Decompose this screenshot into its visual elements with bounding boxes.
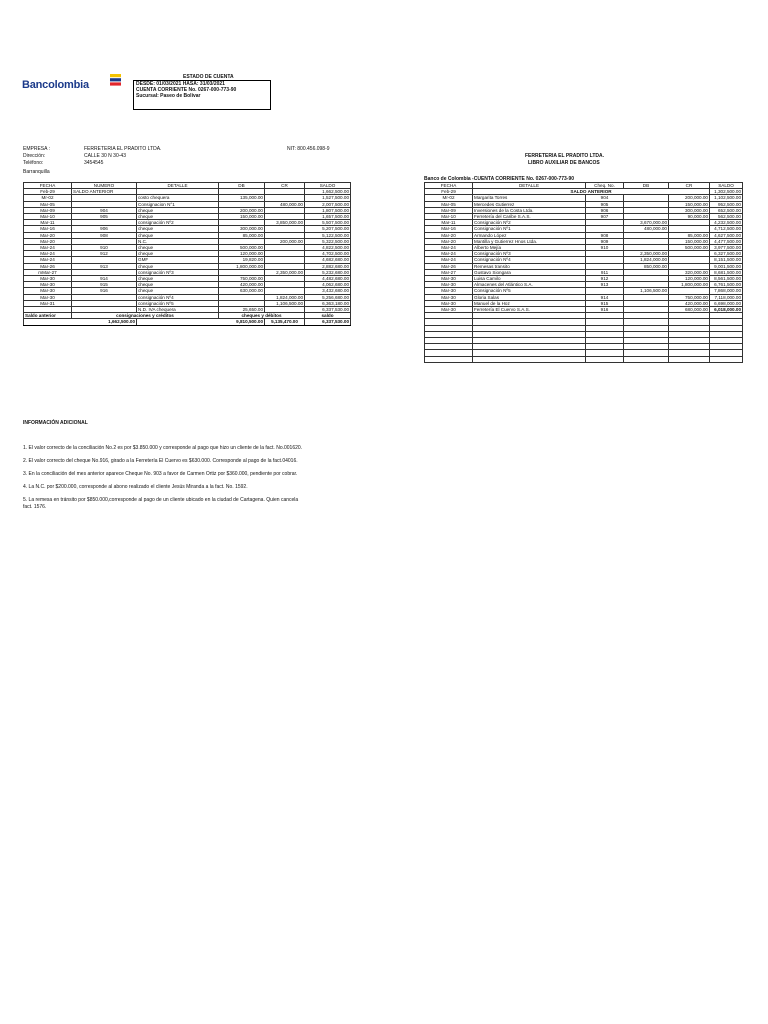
db-cell: 1,824,000.00	[624, 257, 669, 263]
detalle-cell: GMF	[137, 257, 219, 263]
fecha-cell: Mar-09	[425, 207, 473, 213]
summary-label: cheques y débitos	[219, 313, 305, 319]
fecha-cell: Mar-30	[24, 294, 72, 300]
detalle-cell: cheque	[137, 207, 219, 213]
summary-value: 1,662,500.00	[24, 319, 137, 325]
fecha-cell: Mar-24	[24, 251, 72, 257]
detalle-cell: Consignación Nº2	[473, 220, 586, 226]
saldo-cell: 4,477,500.00	[710, 238, 743, 244]
db-cell: 500,000.00	[219, 245, 265, 251]
detalle-cell: Ferretería del Caribe S.A.S.	[473, 214, 586, 220]
db-cell: 300,000.00	[219, 226, 265, 232]
numero-cell: 913	[72, 263, 137, 269]
cr-cell: 500,000.00	[669, 245, 710, 251]
detalle-cell: Consignación Nº5	[473, 288, 586, 294]
fecha-cell: Feb-29	[425, 189, 473, 195]
db-cell: 135,000.00	[219, 195, 265, 201]
saldo-cell: 1,807,500.00	[305, 207, 351, 213]
detalle-cell: consignación Nº5	[137, 300, 219, 306]
numero-cell: 916	[72, 288, 137, 294]
fecha-cell: Mar-20	[425, 238, 473, 244]
db-cell: 630,000.00	[219, 288, 265, 294]
saldo-cell: 562,500.00	[710, 214, 743, 220]
cr-cell: 200,000.00	[669, 195, 710, 201]
saldo-cell: 1,657,500.00	[305, 214, 351, 220]
saldo-cell: 2,882,680.00	[305, 263, 351, 269]
saldo-cell: 1,102,500.00	[710, 195, 743, 201]
fecha-cell: Mr-02	[425, 195, 473, 201]
detalle-cell: consignación Nº2	[137, 220, 219, 226]
column-header: SALDO	[305, 183, 351, 189]
db-cell: 85,000.00	[219, 232, 265, 238]
fecha-cell: Mar-30	[24, 288, 72, 294]
note-item: 3. En la conciliación del mes anterior aparece Cheque No. 903 a favor de Carmen Ortiz por $360.000, pendiente por cobrar.	[23, 471, 298, 477]
cr-cell: 1,106,500.00	[265, 300, 305, 306]
book-account: Banco de Colombia -CUENTA CORRIENTE No. 0267-000-773-90	[424, 176, 575, 182]
fecha-cell: Mar-16	[425, 226, 473, 232]
fecha-cell: Mar-09	[24, 207, 72, 213]
detalle-cell: Mercedes Gutierrez	[473, 201, 586, 207]
saldo-cell: 6,363,180.00	[305, 300, 351, 306]
cr-cell: 480,000.00	[265, 201, 305, 207]
saldo-cell: 3,977,500.00	[710, 245, 743, 251]
note-item: 4. La N.C. por $200.000, corresponde al abono realizado el cliente Jesús Miranda a la fact. No. 1592.	[23, 484, 248, 490]
cheque-number-cell: 912	[586, 276, 624, 282]
additional-info	[23, 420, 723, 511]
detalle-cell: Manuel de la Hoz	[473, 300, 586, 306]
fecha-cell: Mar-30	[24, 282, 72, 288]
saldo-cell: 6,018,000.00	[710, 307, 743, 313]
detalle-cell: Gloria Salas	[473, 294, 586, 300]
db-cell: 850,000.00	[624, 263, 669, 269]
cheque-number-cell: 908	[586, 232, 624, 238]
fecha-cell: Mar-30	[425, 307, 473, 313]
cr-cell: 1,800,000.00	[669, 282, 710, 288]
fecha-cell: Mar-26	[425, 263, 473, 269]
fecha-cell: Mar-10	[24, 214, 72, 220]
statement-account: CUENTA CORRIENTE No. 0267-000-773-90	[136, 87, 237, 93]
note-item: 2. El valor correcto del cheque No.916, girado a la Ferretería El Cuervo es $630.000. Corresponde al pago de la fact.04016.	[23, 458, 298, 464]
db-cell: 1,800,000.00	[219, 263, 265, 269]
cr-cell: 120,000.00	[669, 276, 710, 282]
saldo-cell: 6,698,000.00	[710, 300, 743, 306]
empty-cell	[624, 356, 669, 362]
saldo-cell: 4,627,500.00	[710, 232, 743, 238]
detalle-cell: Mantilla y Gutierrez Hnos Ltda.	[473, 238, 586, 244]
detalle-cell: Armando López	[473, 232, 586, 238]
column-header: DB	[624, 183, 669, 189]
saldo-cell: 8,561,500.00	[710, 276, 743, 282]
fecha-cell: Mar-30	[425, 276, 473, 282]
saldo-cell: 4,682,680.00	[305, 257, 351, 263]
statement-branch: Sucursal: Paseo de Bolívar	[136, 93, 201, 99]
cheque-number-cell: 914	[586, 294, 624, 300]
saldo-cell: 8,681,500.00	[710, 269, 743, 275]
saldo-cell: 5,507,500.00	[305, 220, 351, 226]
numero-cell: 908	[72, 232, 137, 238]
fecha-cell: Mar-30	[425, 294, 473, 300]
cr-cell: 320,000.00	[669, 269, 710, 275]
db-cell: 480,000.00	[624, 226, 669, 232]
note-item: fact. 1576.	[23, 504, 47, 510]
cheque-number-cell: 910	[586, 245, 624, 251]
summary-value: 9,810,500.00	[137, 319, 265, 325]
empty-cell	[425, 356, 473, 362]
bancolombia-logo	[22, 74, 102, 92]
nit: NIT: 800.456.098-9	[287, 146, 330, 152]
detalle-cell: cheque	[137, 282, 219, 288]
detalle-cell: cheque	[137, 276, 219, 282]
direccion-value: CALLE 30 N 30-43	[84, 153, 126, 159]
column-header: DB	[219, 183, 265, 189]
cheque-number-cell: 913	[586, 282, 624, 288]
saldo-cell: 8,151,500.00	[710, 257, 743, 263]
saldo-cell: 5,232,680.00	[305, 269, 351, 275]
empresa-label: EMPRESA :	[23, 146, 50, 152]
numero-cell: 912	[72, 251, 137, 257]
db-cell: 120,000.00	[219, 251, 265, 257]
cheque-number-cell: 904	[586, 195, 624, 201]
detalle-cell: N.D. IVA chequera	[137, 307, 219, 313]
cr-cell: 3,850,000.00	[265, 220, 305, 226]
saldo-cell: 652,500.00	[710, 207, 743, 213]
column-header: DETALLE	[137, 183, 219, 189]
saldo-cell: 4,822,500.00	[305, 245, 351, 251]
note-item: 5. La remesa en tránsito por $850.000,corresponde al pago de un cliente ubicado en la ciudad de Cartagena. Quien cancela	[23, 497, 299, 503]
bank-statement-table	[23, 182, 351, 326]
saldo-cell: 5,207,500.00	[305, 226, 351, 232]
db-cell: 1,106,500.00	[624, 288, 669, 294]
fecha-cell: Feb-29	[24, 189, 72, 195]
detalle-cell: Inversiones de la Costa Ltda.	[473, 207, 586, 213]
fecha-cell: Mr-02	[24, 195, 72, 201]
detalle-cell: Ferretería El Cuervo S.A.S.	[473, 307, 586, 313]
saldo-cell: 1,302,500.00	[710, 189, 743, 195]
saldo-cell: 1,527,500.00	[305, 195, 351, 201]
fecha-cell: Mar-31	[24, 300, 72, 306]
cr-cell: 85,000.00	[669, 232, 710, 238]
cheque-number-cell: 916	[586, 307, 624, 313]
detalle-cell: consignación Nº4	[137, 294, 219, 300]
numero-cell: 910	[72, 245, 137, 251]
fecha-cell: Mar-16	[24, 226, 72, 232]
cheque-number-cell: 909	[586, 238, 624, 244]
db-cell: 750,000.00	[219, 276, 265, 282]
statement-period: DESDE: 01/03/2021 HASA: 31/03/2021	[136, 81, 225, 87]
summary-value: 6,337,530.00	[305, 319, 351, 325]
statement-header-box	[133, 80, 271, 110]
numero-cell: SALDO ANTERIOR	[72, 189, 137, 195]
detalle-cell: cheque	[137, 226, 219, 232]
saldo-cell: 5,322,500.00	[305, 238, 351, 244]
column-header: SALDO	[710, 183, 743, 189]
fecha-cell: Mar-11	[425, 220, 473, 226]
detalle-cell: cheque	[137, 251, 219, 257]
bancolombia-mark-icon	[110, 74, 121, 86]
blank-row	[425, 356, 743, 362]
cr-cell: 680,000.00	[669, 307, 710, 313]
detalle-cell: Consignación Nº3	[473, 251, 586, 257]
detalle-cell: costo chequera	[137, 195, 219, 201]
saldo-cell: 3,432,680.00	[305, 288, 351, 294]
cr-cell: 200,000.00	[265, 238, 305, 244]
column-header: CR	[669, 183, 710, 189]
detalle-cell: consignación Nº3	[137, 269, 219, 275]
saldo-cell: 4,712,500.00	[710, 226, 743, 232]
telefono-value: 3454545	[84, 160, 104, 166]
summary-label: Saldo anterior	[24, 313, 72, 319]
column-header: FECHA	[425, 183, 473, 189]
detalle-cell: Almacenes del Atlántico S.A.	[473, 282, 586, 288]
fecha-cell: Mar-24	[24, 245, 72, 251]
bank-book-table	[424, 182, 743, 363]
right-company-name: FERRETERIA EL PRADITO LTDA.	[525, 153, 604, 159]
cheque-number-cell: 915	[586, 300, 624, 306]
fecha-cell: Mar-24	[425, 251, 473, 257]
saldo-cell: 4,232,500.00	[710, 220, 743, 226]
empty-cell	[710, 356, 743, 362]
empresa-value: FERRETERIA EL PRADITO LTDA.	[84, 146, 162, 152]
summary-value-row	[24, 319, 351, 325]
saldo-cell: 7,118,000.00	[710, 294, 743, 300]
book-title: LIBRO AUXILIAR DE BANCOS	[528, 160, 600, 166]
detalle-cell: cheque	[137, 263, 219, 269]
cr-cell: 300,000.00	[669, 207, 710, 213]
fecha-cell: Mar-24	[24, 257, 72, 263]
numero-cell: 906	[72, 226, 137, 232]
notes-title: INFORMACIÓN ADICIONAL	[23, 420, 88, 426]
detalle-cell: Luisa Camilo	[473, 276, 586, 282]
numero-cell: 914	[72, 276, 137, 282]
fecha-cell: Mar-30	[425, 300, 473, 306]
statement-title: ESTADO DE CUENTA	[183, 74, 234, 80]
cheque-number-cell: 907	[586, 214, 624, 220]
detalle-cell: cheque	[137, 245, 219, 251]
column-header: NUMERO	[72, 183, 137, 189]
detalle-cell: cheque	[137, 214, 219, 220]
cr-cell: 420,000.00	[669, 300, 710, 306]
detalle-cell: Gustavo Siongara	[473, 269, 586, 275]
saldo-cell: 1,662,500.00	[305, 189, 351, 195]
saldo-cell: 5,122,500.00	[305, 232, 351, 238]
saldo-cell: 6,761,500.00	[710, 282, 743, 288]
db-cell: 200,000.00	[219, 207, 265, 213]
summary-label: saldo	[305, 313, 351, 319]
db-cell: 25,650.00	[219, 307, 265, 313]
saldo-cell: 5,256,680.00	[305, 294, 351, 300]
fecha-cell: Mar-24	[425, 245, 473, 251]
column-header: FECHA	[24, 183, 72, 189]
cheque-number-cell: 906	[586, 207, 624, 213]
saldo-cell: 2,007,500.00	[305, 201, 351, 207]
db-cell: 150,000.00	[219, 214, 265, 220]
fecha-cell: Mar-30	[24, 276, 72, 282]
saldo-cell: 9,001,500.00	[710, 263, 743, 269]
summary-label: consignaciones y créditos	[72, 313, 219, 319]
summary-value: 5,135,470.00	[265, 319, 305, 325]
fecha-cell: Mar-26	[24, 263, 72, 269]
fecha-cell: Mar-30	[425, 282, 473, 288]
db-cell: 2,350,000.00	[624, 251, 669, 257]
saldo-cell: 6,337,530.00	[305, 307, 351, 313]
detalle-cell: Alberto Mejía	[473, 245, 586, 251]
direccion-label: Dirección:	[23, 153, 46, 159]
column-header: CR	[265, 183, 305, 189]
detalle-cell: Consignación Nº1	[473, 226, 586, 232]
saldo-anterior-label: SALDO ANTERIOR	[473, 189, 710, 195]
detalle-cell: Consignación Nº4	[473, 257, 586, 263]
saldo-cell: 4,482,680.00	[305, 276, 351, 282]
db-cell: 19,820.00	[219, 257, 265, 263]
brand-name: Bancolombia	[22, 79, 89, 91]
saldo-cell: 7,868,000.00	[710, 288, 743, 294]
numero-cell: 915	[72, 282, 137, 288]
cheque-number-cell: 911	[586, 269, 624, 275]
detalle-cell: cheque	[137, 232, 219, 238]
db-cell: 3,670,000.00	[624, 220, 669, 226]
cr-cell: 2,350,000.00	[265, 269, 305, 275]
fecha-cell: Mar-27	[425, 269, 473, 275]
detalle-cell: N.C.	[137, 238, 219, 244]
fecha-cell: Mar-05	[425, 201, 473, 207]
fecha-cell: Mar-10	[425, 214, 473, 220]
note-item: 1. El valor correcto de la conciliación No.2 es por $3.850.000 y corresponde al pago que hizo un cliente de la fact. No.001620.	[23, 445, 303, 451]
city: Barranquilla	[23, 169, 50, 175]
cheque-number-cell: 905	[586, 201, 624, 207]
saldo-cell: 4,062,680.00	[305, 282, 351, 288]
column-header: Cheq. No.	[586, 183, 624, 189]
empty-cell	[473, 356, 586, 362]
fecha-cell: Mar-11	[24, 220, 72, 226]
fecha-cell: Mar-20	[24, 238, 72, 244]
cr-cell: 150,000.00	[669, 238, 710, 244]
detalle-cell: Margarita Torres	[473, 195, 586, 201]
db-cell: 420,000.00	[219, 282, 265, 288]
cr-cell: 750,000.00	[669, 294, 710, 300]
cr-cell: 90,000.00	[669, 214, 710, 220]
fecha-cell: Mar-20	[425, 232, 473, 238]
column-header: DETALLE	[473, 183, 586, 189]
fecha-cell: mMar-27	[24, 269, 72, 275]
numero-cell: 905	[72, 214, 137, 220]
fecha-cell: Mar-20	[24, 232, 72, 238]
fecha-cell: Mar-05	[24, 201, 72, 207]
saldo-cell: 4,702,500.00	[305, 251, 351, 257]
fecha-cell: Mar-24	[425, 257, 473, 263]
fecha-cell: Mar-30	[425, 288, 473, 294]
detalle-cell: Remesas transito	[473, 263, 586, 269]
empty-cell	[586, 356, 624, 362]
telefono-label: Teléfono:	[23, 160, 44, 166]
detalle-cell: cheque	[137, 288, 219, 294]
cr-cell: 1,824,000.00	[265, 294, 305, 300]
saldo-cell: 952,500.00	[710, 201, 743, 207]
empty-cell	[669, 356, 710, 362]
detalle-cell: Consignacion N°1	[137, 201, 219, 207]
numero-cell: 904	[72, 207, 137, 213]
saldo-cell: 6,327,500.00	[710, 251, 743, 257]
cr-cell: 150,000.00	[669, 201, 710, 207]
